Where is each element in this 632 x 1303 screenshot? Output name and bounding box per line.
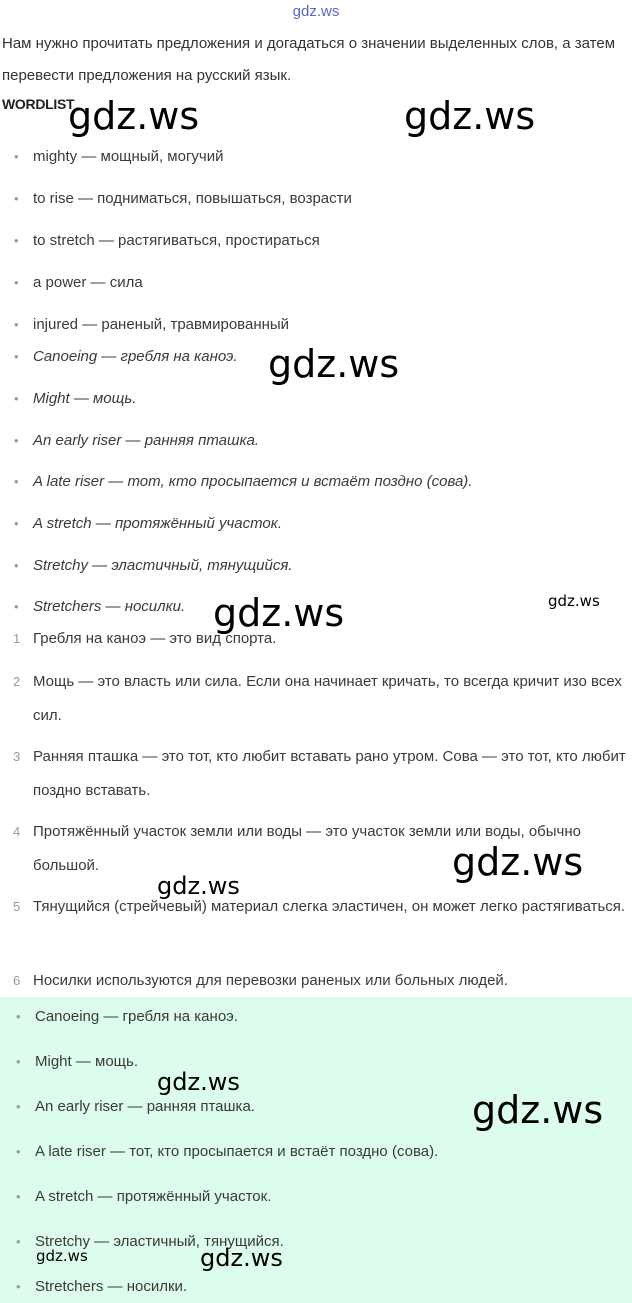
site-link[interactable]: gdz.ws <box>292 3 340 20</box>
watermark: gdz.ws <box>157 872 240 900</box>
bullet-icon: • <box>16 1099 21 1114</box>
wordlist-item-text: A late riser — тот, кто просыпается и встаёт поздно (сова). <box>33 473 473 490</box>
bullet-icon: • <box>16 1234 21 1249</box>
wordlist-item-text: to stretch — растягиваться, простираться <box>33 232 320 249</box>
watermark: gdz.ws <box>452 840 584 884</box>
watermark: gdz.ws <box>36 1247 88 1265</box>
watermark: gdz.ws <box>157 1068 240 1096</box>
wordlist-item-text: Stretchy — эластичный, тянущийся. <box>33 557 293 574</box>
wordlist-item-text: Stretchers — носилки. <box>33 598 186 615</box>
item-number: 5 <box>13 899 21 914</box>
watermark: gdz.ws <box>68 94 200 138</box>
bullet-icon: • <box>16 1189 21 1204</box>
answer-block <box>0 997 632 1303</box>
bullet-icon: • <box>14 391 19 406</box>
bullet-icon: • <box>16 1054 21 1069</box>
answer-item-text: Canoeing — гребля на каноэ. <box>35 1008 238 1025</box>
answer-item-text: Stretchers — носилки. <box>35 1278 188 1295</box>
answer-item-text: Stretchy — эластичный, тянущийся. <box>35 1233 284 1250</box>
bullet-icon: • <box>14 558 19 573</box>
answer-item-text: An early riser — ранняя пташка. <box>35 1098 255 1115</box>
item-number: 4 <box>13 824 21 839</box>
watermark: gdz.ws <box>472 1088 604 1132</box>
bullet-icon: • <box>14 516 19 531</box>
numbered-item-text: Ранняя пташка — это тот, кто любит вставать рано утром. Сова — это тот, кто любит поздно вставать. <box>33 748 626 799</box>
wordlist-item-text: Might — мощь. <box>33 390 137 407</box>
item-number: 3 <box>13 749 21 764</box>
numbered-item-text: Тянущийся (стрейчевый) материал слегка эластичен, он может легко растягиваться. <box>33 898 626 915</box>
bullet-icon: • <box>14 275 19 290</box>
bullet-icon: • <box>14 233 19 248</box>
wordlist-item-text: Canoeing — гребля на каноэ. <box>33 348 238 365</box>
answer-item-text: A stretch — протяжённый участок. <box>35 1188 272 1205</box>
wordlist-item-text: injured — раненый, травмированный <box>33 316 290 333</box>
bullet-icon: • <box>14 599 19 614</box>
numbered-item-text: Протяжённый участок земли или воды — это участок земли или воды, обычно большой. <box>33 823 581 874</box>
wordlist-item-text: a power — сила <box>33 274 143 291</box>
wordlist-item-text: An early riser — ранняя пташка. <box>33 432 260 449</box>
wordlist-item-text: A stretch — протяжённый участок. <box>33 515 282 532</box>
bullet-icon: • <box>14 474 19 489</box>
bullet-icon: • <box>16 1009 21 1024</box>
answer-item-text: A late riser — тот, кто просыпается и встаёт поздно (сова). <box>35 1143 439 1160</box>
watermark: gdz.ws <box>200 1244 283 1272</box>
bullet-icon: • <box>16 1144 21 1159</box>
bullet-icon: • <box>14 191 19 206</box>
watermark: gdz.ws <box>404 94 536 138</box>
bullet-icon: • <box>16 1279 21 1294</box>
bullet-icon: • <box>14 317 19 332</box>
bullet-icon: • <box>14 149 19 164</box>
bullet-icon: • <box>14 349 19 364</box>
watermark: gdz.ws <box>548 592 600 610</box>
answer-item-text: Might — мощь. <box>35 1053 138 1070</box>
item-number: 2 <box>13 674 21 689</box>
item-number: 1 <box>13 631 21 646</box>
intro-text: Нам нужно прочитать предложения и догадаться о значении выделенных слов, а затем перевести предложения на русский язык. <box>2 35 616 84</box>
wordlist-item-text: to rise — подниматься, повышаться, возрасти <box>33 190 352 207</box>
bullet-icon: • <box>14 433 19 448</box>
watermark: gdz.ws <box>213 591 345 635</box>
wordlist-heading: WORDLIST <box>2 96 75 112</box>
numbered-item-text: Мощь — это власть или сила. Если она начинает кричать, то всегда кричит изо всех сил. <box>33 673 622 724</box>
numbered-item-text: Гребля на каноэ — это вид спорта. <box>33 630 277 647</box>
wordlist-item-text: mighty — мощный, могучий <box>33 148 224 165</box>
watermark: gdz.ws <box>268 342 400 386</box>
item-number: 6 <box>13 973 21 988</box>
numbered-item-text: Носилки используются для перевозки раненых или больных людей. <box>33 972 508 989</box>
